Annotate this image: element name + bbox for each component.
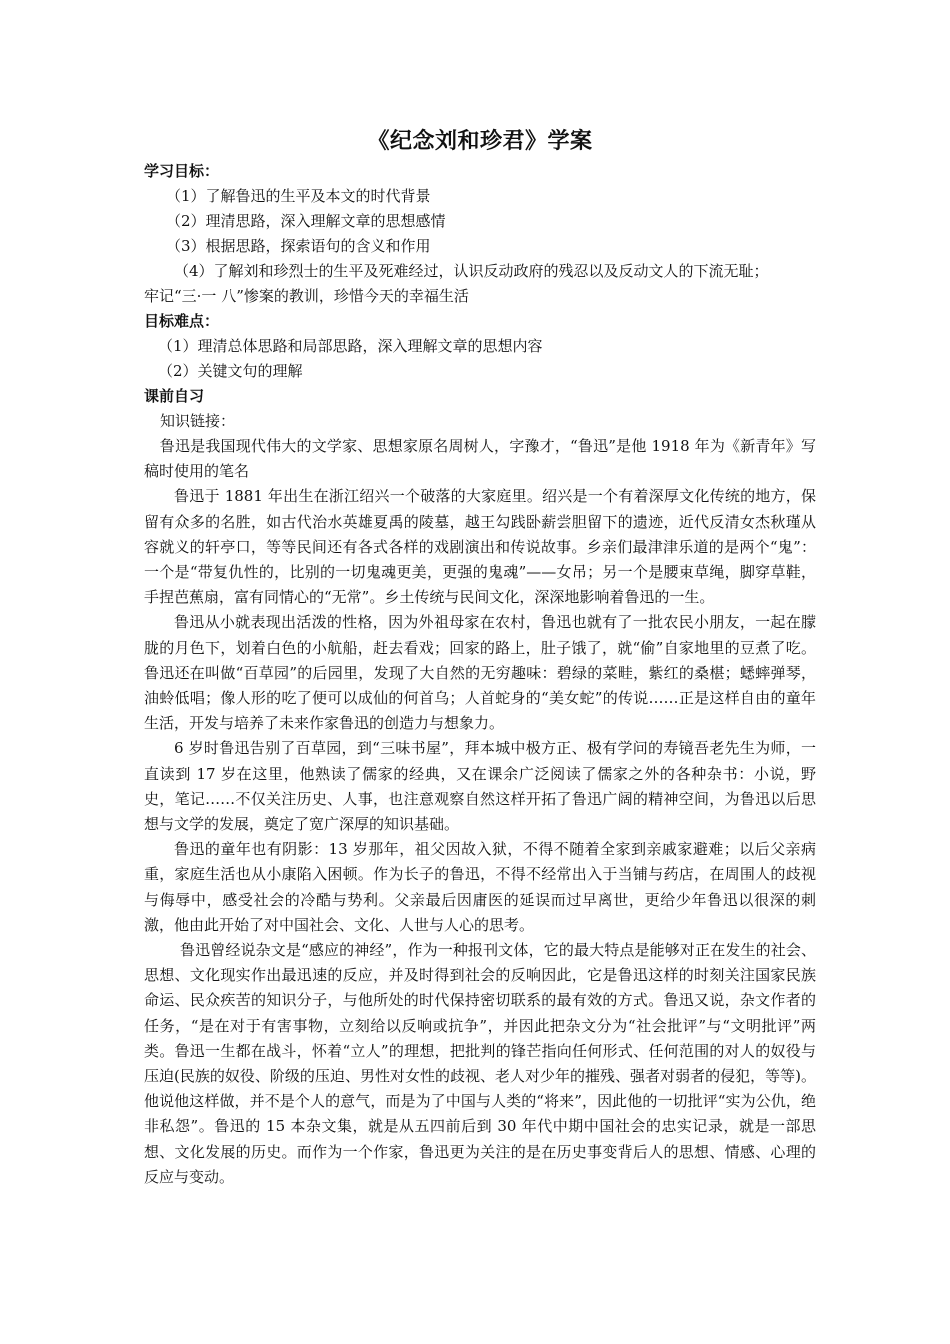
body-paragraph: 鲁迅于 1881 年出生在浙江绍兴一个破落的大家庭里。绍兴是一个有着深厚文化传统的地方，保留有众多的名胜，如古代治水英雄夏禹的陵墓，越王勾践卧薪尝胆留下的遗迹，近代反清女杰秋瑾从容就义的轩亭口，等等民间还有各式各样的戏剧演出和传说故事。乡亲们最津津乐道的是两个“鬼”：一个是“带复仇性的，比别的一切鬼魂更美，更强的鬼魂”——女吊；另一个是腰束草绳，脚穿草鞋，手捏芭蕉扇，富有同情心的“无常”。乡土传统与民间文化，深深地影响着鲁迅的一生。 (144, 487, 816, 607)
body-paragraph: 鲁迅曾经说杂文是“感应的神经”，作为一种报刊文体，它的最大特点是能够对正在发生的社会、思想、文化现实作出最迅速的反应，并及时得到社会的反响因此，它是鲁迅这样的时刻关注国家民族命运、民众疾苦的知识分子，与他所处的时代保持密切联系的最有效的方式。鲁迅又说，杂文作者的任务，“是在对于有害事物，立刻给以反响或抗争”，并因此把杂文分为“社会批评”与“文明批评”两类。鲁迅一生都在战斗，怀着“立人”的理想，把批判的锋芒指向任何形式、任何范围的对人的奴役与压迫(民族的奴役、阶级的压迫、男性对女性的歧视、老人对少年的摧残、强者对弱者的侵犯，等等)。他说他这样做，并不是个人的意气，而是为了中国与人类的“将来”，因此他的一切批评“实为公仇，绝非私怨”。鲁迅的 15 本杂文集，就是从五四前后到 30 年代中期中国社会的忠实记录，就是一部思想、文化发展的历史。而作为一个作家，鲁迅更为关注的是在历史事变背后人的思想、情感、心理的反应与变动。 (144, 941, 816, 1186)
difficulty-item: （2）关键文句的理解 (158, 362, 303, 380)
objectives-heading: 学习目标： (144, 162, 220, 180)
body-paragraph: 鲁迅的童年也有阴影：13 岁那年，祖父因故入狱，不得不随着全家到亲戚家避难；以后父亲病重，家庭生活也从小康陷入困顿。作为长子的鲁迅，不得不经常出入于当铺与药店，在周围人的歧视与侮辱中，感受社会的冷酷与势利。父亲最后因庸医的延误而过早离世，更给少年鲁迅以很深的刺激，他由此开始了对中国社会、文化、人世与人心的思考。 (144, 840, 816, 934)
knowledge-link-label: 知识链接： (160, 412, 236, 430)
document-page (144, 118, 816, 1190)
body-paragraph: 6 岁时鲁迅告别了百草园，到“三味书屋”，拜本城中极方正、极有学问的寿镜吾老先生为师，一直读到 17 岁在这里，他熟读了儒家的经典，又在课余广泛阅读了儒家之外的各种杂书：小说，野史，笔记……不仅关注历史、人事，也注意观察自然这样开拓了鲁迅广阔的精神空间，为鲁迅以后思想与文学的发展，奠定了宽广深厚的知识基础。 (144, 739, 816, 834)
objective-item: （3）根据思路，探索语句的含义和作用 (166, 237, 431, 255)
objective-item-continued: 牢记“三·一 八”惨案的教训，珍惜今天的幸福生活 (144, 287, 469, 305)
objective-item: （1）了解鲁迅的生平及本文的时代背景 (166, 187, 431, 205)
body-paragraph: 鲁迅是我国现代伟大的文学家、思想家原名周树人，字豫才，“鲁迅”是他 1918 年为《新青年》写稿时使用的笔名 (144, 437, 816, 481)
body-paragraph: 鲁迅从小就表现出活泼的性格，因为外祖母家在农村，鲁迅也就有了一批农民小朋友，一起在朦胧的月色下，划着白色的小航船，赶去看戏；回家的路上，肚子饿了，就“偷”自家地里的豆煮了吃。鲁迅还在叫做“百草园”的后园里，发现了大自然的无穷趣味：碧绿的菜畦，紫红的桑椹；蟋蟀弹琴，油蛉低唱；像人形的吃了便可以成仙的何首乌；人首蛇身的“美女蛇”的传说……正是这样自由的童年生活，开发与培养了未来作家鲁迅的创造力与想象力。 (144, 613, 816, 733)
preview-heading: 课前自习 (144, 387, 205, 405)
difficulty-item: （1）理清总体思路和局部思路，深入理解文章的思想内容 (158, 337, 543, 355)
objective-item: （4）了解刘和珍烈士的生平及死难经过，认识反动政府的残忍以及反动文人的下流无耻； (174, 262, 769, 280)
page-title: 《纪念刘和珍君》学案 (367, 129, 593, 154)
difficulties-heading: 目标难点： (144, 312, 220, 330)
objective-item: （2）理清思路，深入理解文章的思想感情 (166, 212, 446, 230)
